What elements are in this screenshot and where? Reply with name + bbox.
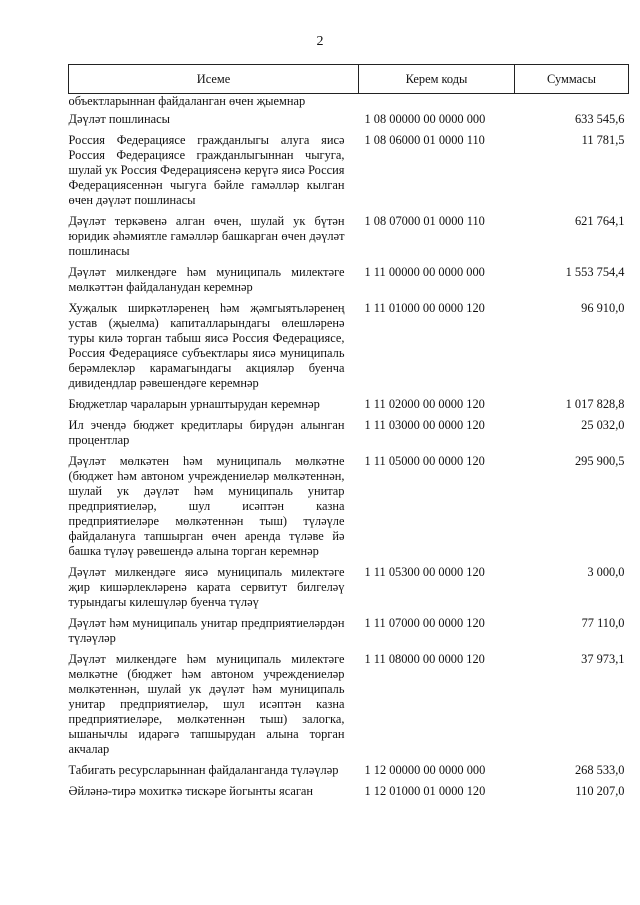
row-sum: 1 017 828,8 [565,397,625,411]
row-sum: 1 553 754,4 [565,265,625,279]
table-header-row [69,65,629,94]
row-name: Дәүләт пошлинасы [68,112,170,126]
row-name: Табигать ресурсларыннан файдаланганда түләүләр [68,763,339,777]
table-row [69,652,629,763]
row-name: объектларыннан файдаланган өчен җыемнар [68,94,306,108]
row-code [359,94,515,113]
row-sum: 633 545,6 [574,112,625,126]
row-sum: 621 764,1 [574,214,625,228]
table-row [69,616,629,652]
row-name: Дәүләт мөлкәтен һәм муниципаль мөлкәтне (бюджет һәм автоном учреждениеләр мөлкәтеннән, шулай ук дәүләт һәм муниципаль унитар предприятиеләр, шул исәптән казна предприятиеләре мөлкәтеннән тыш) түләүле файдалануга тапшырган өчен аренда түләве йә башка түләү рәвешендә алына торган керемнәр [68,454,345,558]
row-name: Әйләнә-тирә мохиткә тискәре йогынты ясаган [68,784,314,798]
row-name: Дәүләт милкендәге һәм муниципаль милектәге мөлкәттән файдаланудан керемнәр [68,265,345,294]
row-code: 1 11 08000 00 0000 120 [364,652,485,666]
row-sum: 110 207,0 [575,784,625,798]
row-name: Хуҗалык ширкәтләренең һәм җәмгыятьләренең устав (җыелма) капиталларындагы өлешләренә туры килә торган табыш яисә Россия Федерациясе, Россия Федерациясе субъектлары яисә муниципаль берәмлекләр карамагындагы акцияләр буенча дивидендлар рәвешендәге керемнәр [68,301,345,390]
row-name: Дәүләт милкендәге һәм муниципаль милектәге мөлкәтне (бюджет һәм автоном учреждениеләр мөлкәтеннән, шулай ук дәүләт һәм муниципаль унитар предприятиеләр, шул исәптән казна предприятиеләре, мөлкәтеннән тыш) залогка, ышанычлы идарәгә тапшырудан алына торган акчалар [68,652,345,756]
table-row [69,301,629,397]
row-sum: 96 910,0 [581,301,625,315]
row-name: Дәүләт теркәвенә алган өчен, шулай ук бүтән юридик әһәмиятле гамәлләр башкарган өчен дәүләт пошлинасы [68,214,345,258]
row-sum: 11 781,5 [581,133,625,147]
row-code: 1 11 00000 00 0000 000 [364,265,485,279]
row-sum: 37 973,1 [581,652,625,666]
table-row [69,565,629,616]
row-sum [515,94,629,113]
table-row [69,418,629,454]
header-sum: Суммасы [515,65,629,94]
row-sum: 77 110,0 [581,616,625,630]
row-name: Ил эчендә бюджет кредитлары бирүдән алынган процентлар [68,418,345,447]
table-row [69,784,629,805]
table-row [69,265,629,301]
table-row [69,112,629,133]
budget-table [68,64,629,805]
table-row [69,454,629,565]
row-code: 1 11 05300 00 0000 120 [364,565,485,579]
row-sum: 25 032,0 [581,418,625,432]
row-name: Дәүләт һәм муниципаль унитар предприятиеләрдән түләүләр [68,616,345,645]
row-code: 1 12 01000 01 0000 120 [364,784,486,798]
table-row [69,763,629,784]
row-sum: 268 533,0 [574,763,625,777]
table-row [69,133,629,214]
table-row [69,214,629,265]
row-code: 1 11 05000 00 0000 120 [364,454,485,468]
row-name: Дәүләт милкендәге яисә муниципаль милектәге җир кишәрлекләренә карата сервитут билгеләү турындагы килешүләр буенча түләү [68,565,345,609]
table-row [69,94,629,113]
row-code: 1 11 01000 00 0000 120 [364,301,485,315]
row-code: 1 08 07000 01 0000 110 [364,214,485,228]
row-code: 1 11 03000 00 0000 120 [364,418,485,432]
row-sum: 295 900,5 [574,454,625,468]
row-code: 1 08 06000 01 0000 110 [364,133,485,147]
row-name: Бюджетлар чараларын урнаштырудан керемнәр [68,397,320,411]
row-code: 1 12 00000 00 0000 000 [364,763,486,777]
header-code: Керем коды [359,65,515,94]
row-code: 1 11 02000 00 0000 120 [364,397,485,411]
row-code: 1 08 00000 00 0000 000 [364,112,486,126]
row-code: 1 11 07000 00 0000 120 [364,616,485,630]
page-number: 2 [316,34,324,49]
row-name: Россия Федерациясе гражданлыгы алуга яисә Россия Федерациясе гражданлыгыннан чыгуга, шулай ук Россия Федерациясенә керүгә яисә Россия Федерациясеннән чыгуга бәйле гамәлләр кылган өчен дәүләт пошлинасы [68,133,345,207]
table-row [69,397,629,418]
header-name: Исеме [69,65,359,94]
row-sum: 3 000,0 [587,565,625,579]
